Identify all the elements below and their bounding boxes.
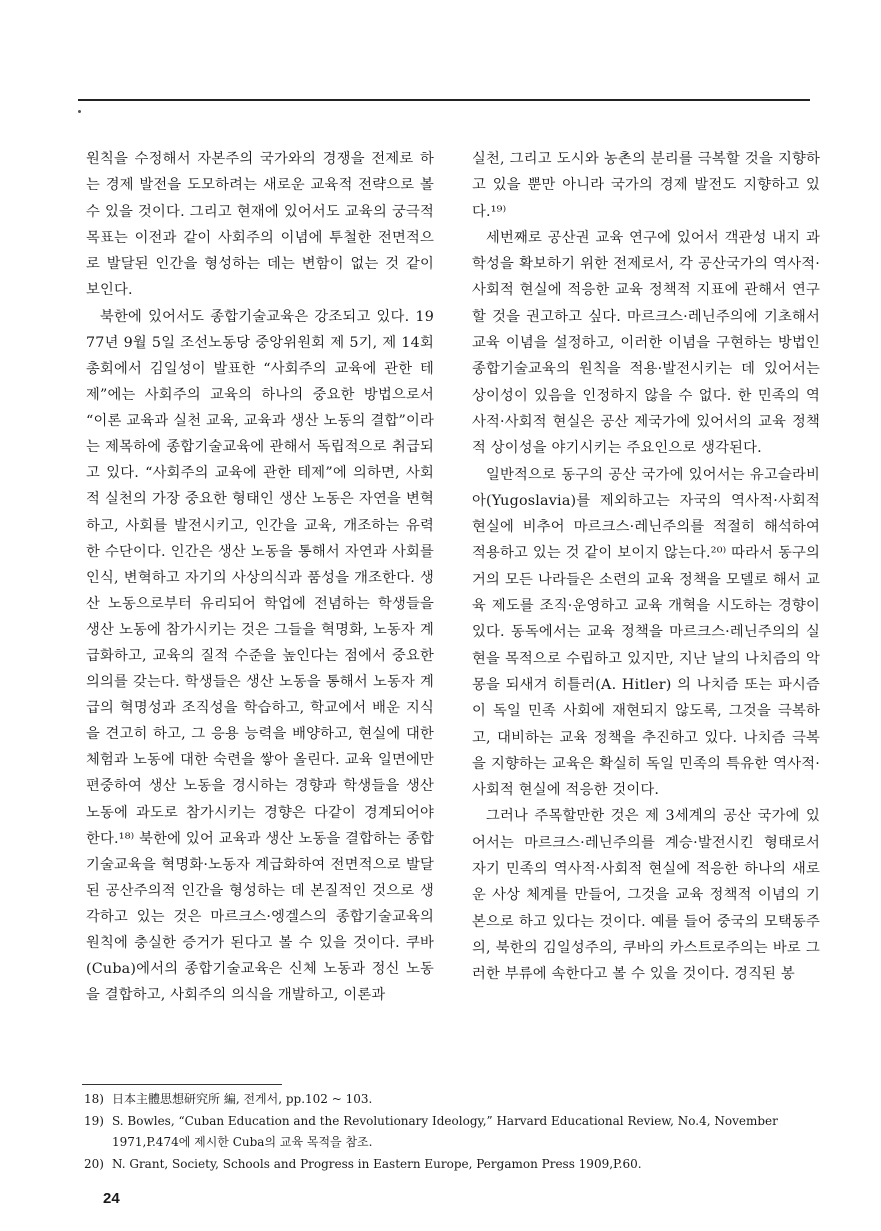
footnote-18 — [84, 1089, 814, 1111]
paragraph: 실천, 그리고 도시와 농촌의 분리를 극복할 것을 지향하고 있을 뿐만 아니라 국가의 경제 발전도 지향하고 있다.¹⁹⁾ — [472, 151, 820, 220]
footnote-number: 18) — [84, 1092, 104, 1106]
footnote-19 — [84, 1111, 814, 1133]
footnote-rule — [82, 1084, 282, 1085]
left-column — [86, 146, 434, 1008]
right-column — [472, 146, 820, 988]
paragraph: 그러나 주목할만한 것은 제 3세계의 공산 국가에 있어서는 마르크스·레닌주의를 계승·발전시킨 형태로서 자기 민족의 역사적·사회적 현실에 적응한 하나의 새로운 사상 체계를 만들어, 그것을 교육 정책적 이념의 기본으로 하고 있다는 것이다. 예를 들어 중국의 모택동주의, 북한의 김일성주의, 쿠바의 카스트로주의는 바로 그러한 부류에 속한다고 볼 수 있을 것이다. 경직된 봉 — [472, 808, 820, 983]
header-rule — [78, 99, 810, 101]
footnote-text: 日本主體思想研究所 編, 전게서, pp.102 ~ 103. — [112, 1092, 373, 1106]
paragraph: 일반적으로 동구의 공산 국가에 있어서는 유고슬라비아(Yugoslavia)를 제외하고는 자국의 역사적·사회적 현실에 비추어 마르크스·레닌주의를 적절히 해석하여 적용하고 있는 것 같이 보이지 않는다.²⁰⁾ 따라서 동구의 거의 모든 나라들은 소련의 교육 정책을 모델로 해서 교육 제도를 조직·운영하고 교육 개혁을 시도하는 경향이 있다. 동독에서는 교육 정책을 마르크스·레닌주의의 실현을 목적으로 수립하고 있지만, 지난 날의 나치즘의 악몽을 되새겨 히틀러(A. Hitler) 의 나치즘 또는 파시즘이 독일 민족 사회에 재현되지 않도록, 그것을 극복하고, 대비하는 교육 정책을 추진하고 있다. 나치즘 극복을 지향하는 교육은 확실히 독일 민족의 특유한 역사적·사회적 현실에 적응한 것이다. — [472, 466, 820, 799]
paragraph: 세번째로 공산권 교육 연구에 있어서 객관성 내지 과학성을 확보하기 위한 전제로서, 각 공산국가의 역사적·사회적 현실에 적응한 교육 정책적 지표에 관해서 연구할 것을 권고하고 싶다. 마르크스·레닌주의에 기초해서 교육 이념을 설정하고, 이러한 이념을 구현하는 방법인 종합기술교육의 원칙을 적용·발전시키는 데 있어서는 상이성이 있음을 인정하지 않을 수 없다. 한 민족의 역사적·사회적 현실은 공산 제국가에 있어서의 교육 정책적 상이성을 야기시키는 주요인으로 생각된다. — [472, 229, 820, 457]
paragraph: 원칙을 수정해서 자본주의 국가와의 경쟁을 전제로 하는 경제 발전을 도모하려는 새로운 교육적 전략으로 볼 수 있을 것이다. 그리고 현재에 있어서도 교육의 궁극적 목표는 이전과 같이 사회주의 이념에 투철한 전면적으로 발달된 인간을 형성하는 데는 변함이 없는 것 같이 보인다. — [86, 151, 434, 299]
footnote-number: 19) — [84, 1113, 104, 1128]
footnote-number: 20) — [84, 1156, 104, 1171]
footnote-text: N. Grant, Society, Schools and Progress in Eastern Europe, Pergamon Press 1909,P.60. — [112, 1156, 642, 1171]
page-mark — [78, 110, 81, 113]
footnote-continuation: 1971,P.474에 제시한 Cuba의 교육 목적을 참조. — [112, 1135, 373, 1149]
footnotes — [84, 1089, 814, 1175]
footnote-20 — [84, 1154, 814, 1176]
page-number: 24 — [103, 1190, 120, 1207]
paragraph: 북한에 있어서도 종합기술교육은 강조되고 있다. 1977년 9월 5일 조선노동당 중앙위원회 제 5기, 제 14회 총회에서 김일성이 발표한 “사회주의 교육에 관한 테제”에는 사회주의 교육의 하나의 중요한 방법으로서 “이론 교육과 실천 교육, 교육과 생산 노동의 결합”이라는 제목하에 종합기술교육에 관해서 독립적으로 취급되고 있다. “사회주의 교육에 관한 테제”에 의하면, 사회적 실천의 가장 중요한 형태인 생산 노동은 자연을 변혁하고, 사회를 발전시키고, 인간을 교육, 개조하는 유력한 수단이다. 인간은 생산 노동을 통해서 자연과 사회를 인식, 변혁하고 자기의 사상의식과 품성을 개조한다. 생산 노동으로부터 유리되어 학업에 전념하는 학생들을 생산 노동에 참가시키는 것은 그들을 혁명화, 노동자 계급화하고, 교육의 질적 수준을 높인다는 점에서 중요한 의의를 갖는다. 학생들은 생산 노동을 통해서 노동자 계급의 혁명성과 조직성을 학습하고, 학교에서 배운 지식을 견고히 하고, 그 응용 능력을 배양하고, 현실에 대한 체험과 노동에 대한 숙련을 쌓아 올린다. 교육 일면에만 편중하여 생산 노동을 경시하는 경향과 학생들을 생산 노동에 과도로 참가시키는 경향은 다같이 경계되어야 한다.¹⁸⁾ 북한에 있어 교육과 생산 노동을 결합하는 종합기술교육을 혁명화·노동자 계급화하여 전면적으로 발달된 공산주의적 인간을 형성하는 데 본질적인 것으로 생각하고 있는 것은 마르크스·엥겔스의 종합기술교육의 원칙에 충실한 증거가 된다고 볼 수 있을 것이다. 쿠바(Cuba)에서의 종합기술교육은 신체 노동과 정신 노동을 결합하고, 사회주의 의식을 개발하고, 이론과 — [86, 308, 434, 1004]
footnote-text: S. Bowles, “Cuban Education and the Revolutionary Ideology,” Harvard Educational Review, No.4, November — [112, 1113, 778, 1128]
